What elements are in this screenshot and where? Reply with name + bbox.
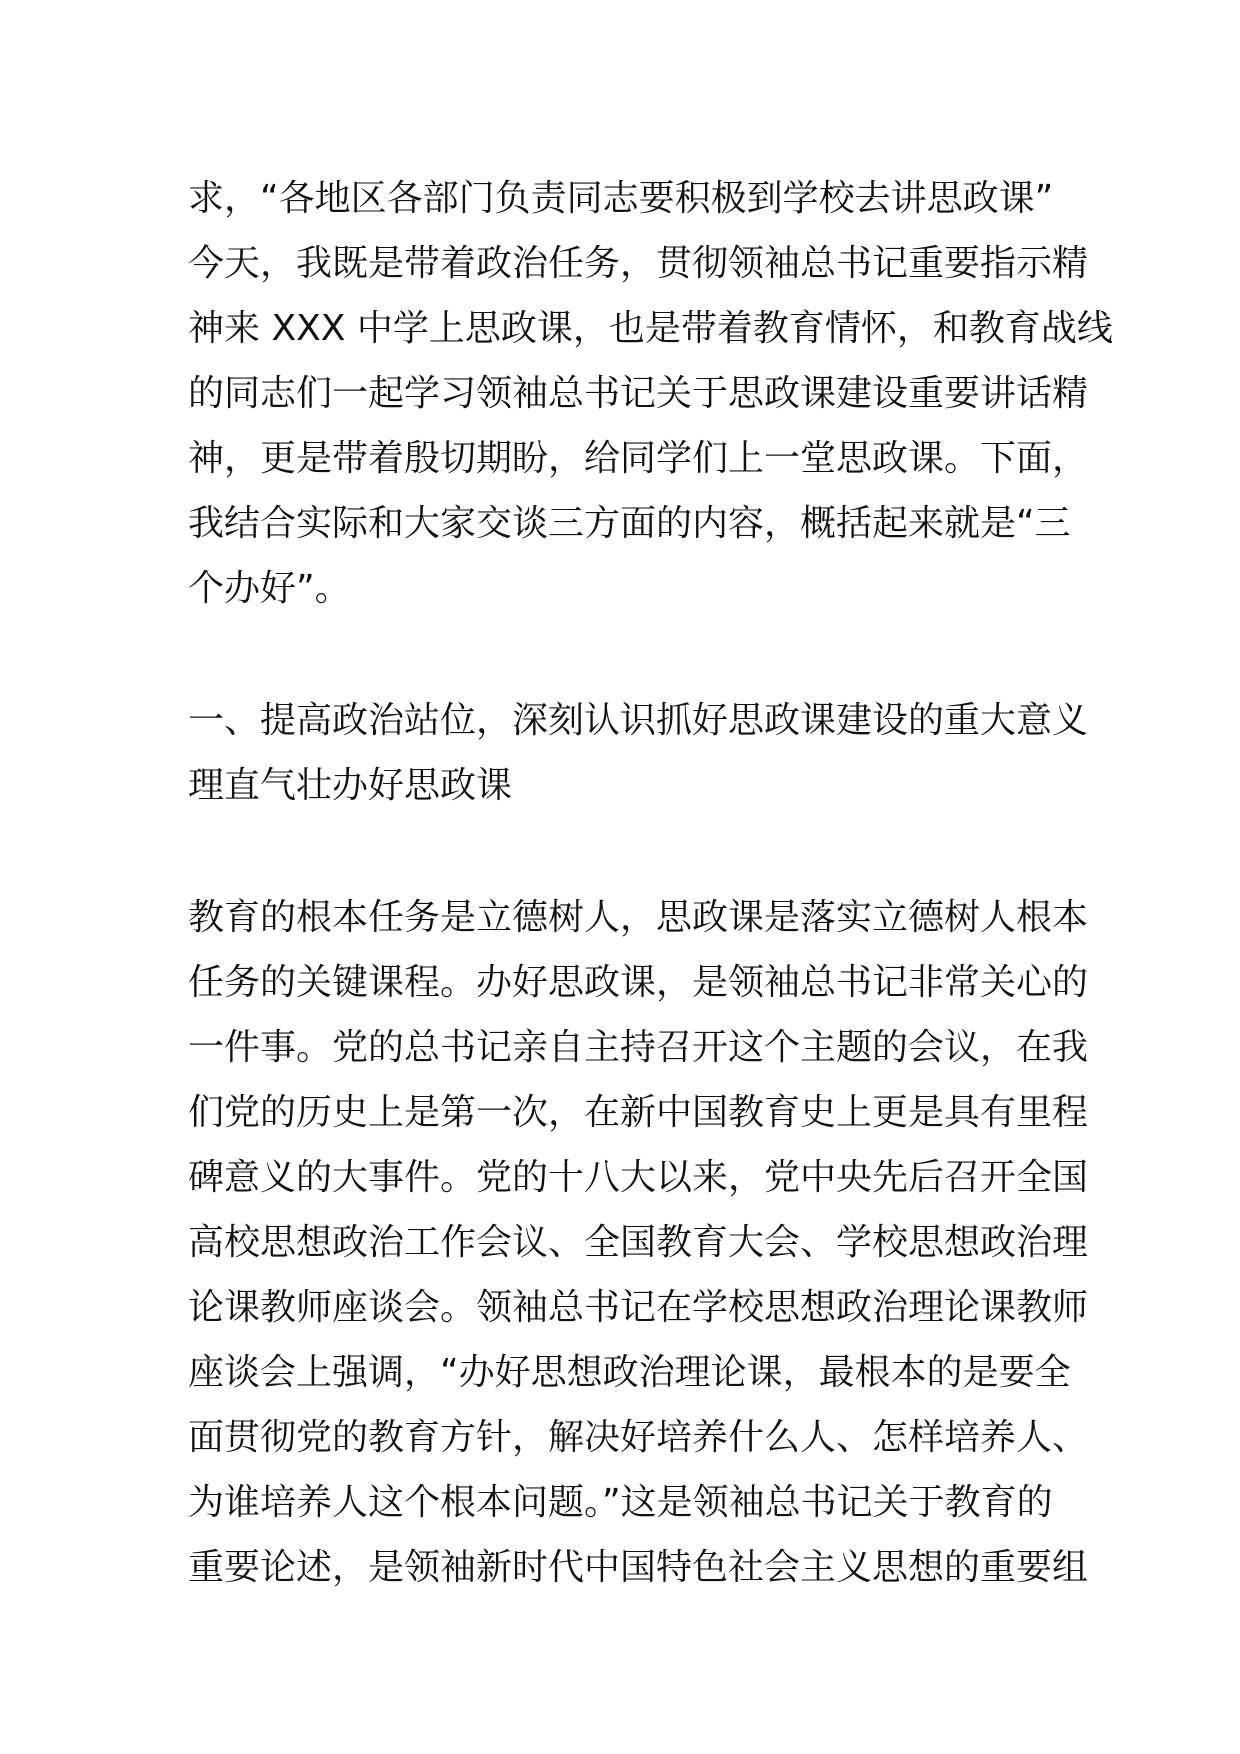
text-line: 神来 XXX 中学上思政课，也是带着教育情怀，和教育战线 [188, 308, 1113, 349]
text-line: 们党的历史上是第一次，在新中国教育史上更是具有里程 [188, 1092, 1089, 1133]
text-line: 任务的关键课程。办好思政课，是领袖总书记非常关心的 [188, 962, 1089, 1003]
paragraph-body [188, 885, 1089, 1600]
text-line: 求，“各地区各部门负责同志要积极到学校去讲思政课” [188, 178, 1054, 219]
text-line: 今天，我既是带着政治任务，贯彻领袖总书记重要指示精 [188, 243, 1089, 284]
text-line: 的同志们一起学习领袖总书记关于思政课建设重要讲话精 [188, 373, 1089, 414]
text-line: 神，更是带着殷切期盼，给同学们上一堂思政课。下面， [188, 438, 1089, 479]
text-line: 面贯彻党的教育方针，解决好培养什么人、怎样培养人、 [188, 1417, 1089, 1458]
heading-line: 理直气壮办好思政课 [188, 765, 513, 806]
text-line: 个办好”。 [188, 568, 351, 609]
text-line: 论课教师座谈会。领袖总书记在学校思想政治理论课教师 [188, 1287, 1089, 1328]
text-line: 座谈会上强调，“办好思想政治理论课，最根本的是要全 [188, 1352, 1071, 1393]
text-line: 为谁培养人这个根本问题。”这是领袖总书记关于教育的 [188, 1482, 1053, 1523]
text-line: 一件事。党的总书记亲自主持召开这个主题的会议，在我 [188, 1027, 1089, 1068]
text-line: 重要论述，是领袖新时代中国特色社会主义思想的重要组 [188, 1547, 1089, 1588]
text-line: 高校思想政治工作会议、全国教育大会、学校思想政治理 [188, 1222, 1089, 1263]
paragraph-opening [188, 166, 1113, 621]
text-line: 碑意义的大事件。党的十八大以来，党中央先后召开全国 [188, 1157, 1089, 1198]
heading-line: 一、提高政治站位，深刻认识抓好思政课建设的重大意义 [188, 700, 1089, 741]
text-line: 我结合实际和大家交谈三方面的内容，概括起来就是“三 [188, 503, 1071, 544]
text-line: 教育的根本任务是立德树人，思政课是落实立德树人根本 [188, 897, 1089, 938]
section-heading [188, 688, 1089, 818]
